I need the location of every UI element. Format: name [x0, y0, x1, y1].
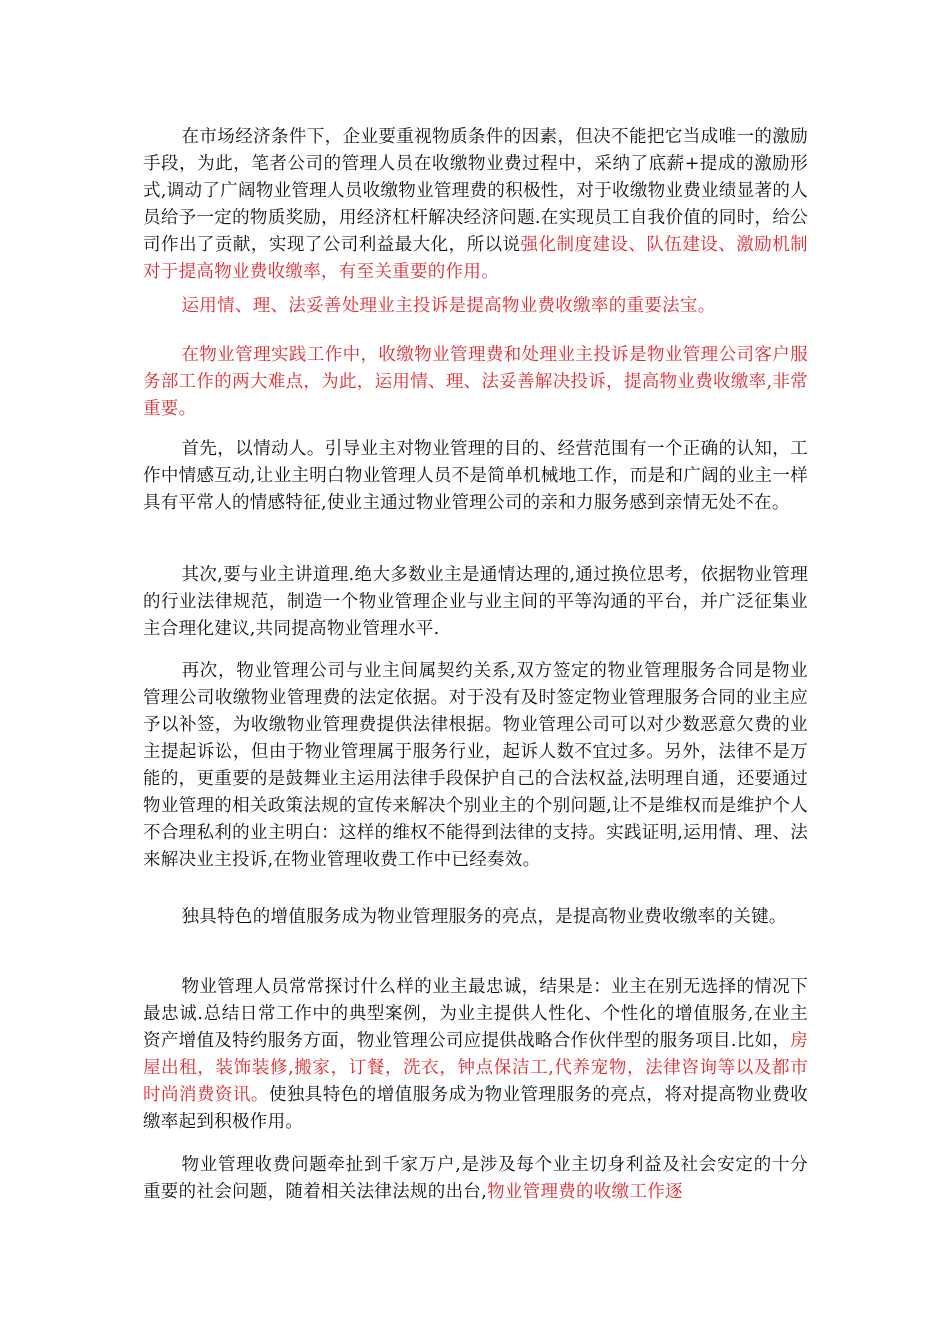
- paragraph-incentive: [143, 124, 808, 286]
- paragraph-text: 使独具特色的增值服务成为物业管理服务的亮点，将对提高物业费收缴率起到积极作用。: [143, 1085, 808, 1132]
- paragraph-text: 在市场经济条件下，企业要重视物质条件的因素，但决不能把它当成唯一的激励手段，为此，笔者公司的管理人员在收缴物业费过程中，采纳了底薪+提成的激励形式,调动了广阔物业管理人员收缴物业管理费的积极性，对于收缴物业费业绩显著的人员给予一定的物质奖励，用经济杠杆解决经济问题.在实现员工自我价值的同时，给公司作出了贡献，实现了公司利益最大化，所以说: [143, 127, 808, 255]
- paragraph-reason: 其次,要与业主讲道理.绝大多数业主是通情达理的,通过换位思考，依据物业管理的行业法律规范，制造一个物业管理企业与业主间的平等沟通的平台，并广泛征集业主合理化建议,共同提高物业管理水平.: [143, 565, 808, 639]
- section-heading-complaints: 运用情、理、法妥善处理业主投诉是提高物业费收缴率的重要法宝。: [181, 296, 716, 316]
- paragraph-text: 物业管理收费问题牵扯到千家万户,是涉及每个业主切身利益及社会安定的十分重要的社会问题，随着相关法律法规的出台,: [143, 1155, 808, 1202]
- paragraph-emotion: 首先，以情动人。引导业主对物业管理的目的、经营范围有一个正确的认知，工作中情感互动,让业主明白物业管理人员不是简单机械地工作，而是和广阔的业主一样具有平常人的情感特征,使业主通过物业管理公司的亲和力服务感到亲情无处不在。: [143, 439, 808, 513]
- paragraph-complaints-intro: 在物业管理实践工作中，收缴物业管理费和处理业主投诉是物业管理公司客户服务部工作的两大难点，为此，运用情、理、法妥善解决投诉，提高物业费收缴率,非常重要。: [143, 345, 808, 419]
- highlighted-text: 房屋出租，装饰装修,搬家，订餐，洗衣，钟点保洁工,代养宠物，法律咨询等以及都市时尚消费资讯。: [143, 1031, 808, 1105]
- section-heading-value-added: 独具特色的增值服务成为物业管理服务的亮点，是提高物业费收缴率的关键。: [181, 907, 787, 927]
- paragraph-conclusion: [143, 1152, 808, 1206]
- highlighted-text: 强化制度建设、队伍建设、激励机制对于提高物业费收缴率，有至关重要的作用。: [143, 235, 808, 282]
- paragraph-value-added: [143, 974, 808, 1136]
- paragraph-text: 物业管理人员常常探讨什么样的业主最忠诚，结果是：业主在别无选择的情况下最忠诚.总结日常工作中的典型案例，为业主提供人性化、个性化的增值服务,在业主资产增值及特约服务方面，物业管理公司应提供战略合作伙伴型的服务项目.比如，: [143, 977, 808, 1051]
- paragraph-law: 再次，物业管理公司与业主间属契约关系,双方签定的物业管理服务合同是物业管理公司收缴物业管理费的法定依据。对于没有及时签定物业管理服务合同的业主应予以补签，为收缴物业管理费提供法律根据。物业管理公司可以对少数恶意欠费的业主提起诉讼，但由于物业管理属于服务行业，起诉人数不宜过多。另外，法律不是万能的，更重要的是鼓舞业主运用法律手段保护自己的合法权益,法明理自通，还要通过物业管理的相关政策法规的宣传来解决个别业主的个别问题,让不是维权而是维护个人不合理私利的业主明白：这样的维权不能得到法律的支持。实践证明,运用情、理、法来解决业主投诉,在物业管理收费工作中已经奏效。: [143, 661, 808, 870]
- highlighted-text: 物业管理费的收缴工作逐: [487, 1182, 683, 1202]
